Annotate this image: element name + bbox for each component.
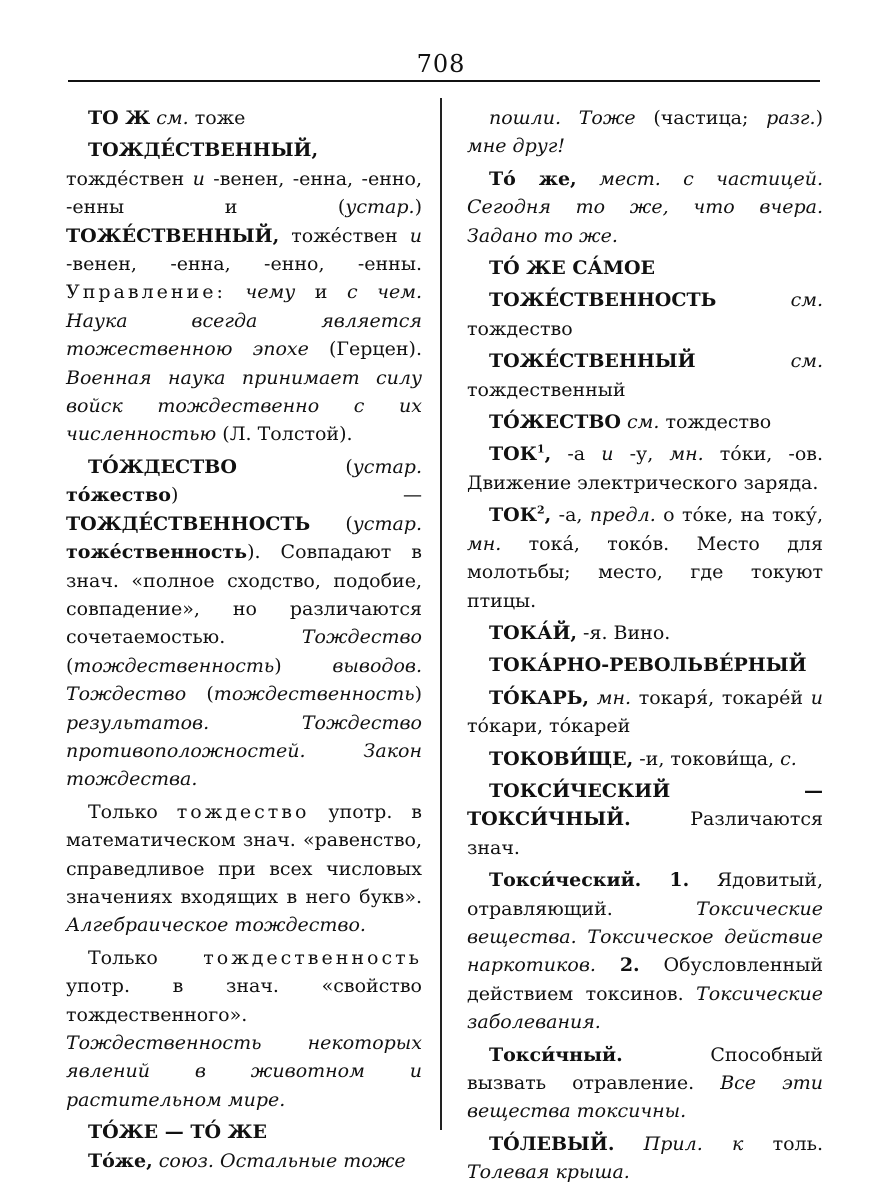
entry-tokar: ТО́КАРЬ, мн. токаря́, токаре́й и то́кари, то́карей — [467, 686, 823, 738]
left-column — [66, 104, 422, 1175]
entry-tokarno-revolvernyi: ТОКА́РНО-РЕВОЛЬВЕ́РНЫЙ — [489, 654, 807, 677]
continuation-text: пошли. Тоже (частица; разг.) мне друг! — [467, 107, 823, 158]
entry-tozhdestvennyi: ТОЖДЕ́СТВЕННЫЙ, тожде́ствен и -венен, -енна, -енно, -енны и (устар.) ТОЖЕ́СТВЕННЫЙ, тоже́ствен и -венен, -енна, -енно, -енны. Управление: чему и с чем. Наука всегда является тожественною эпохе (Герцен). Военная наука принимает силу войск тождественно с их численностью (Л. Толстой). — [66, 139, 423, 446]
entry-tokovishche: ТОКОВИ́ЩЕ, -и, токови́ща, с. — [489, 747, 797, 770]
right-column — [467, 104, 823, 1187]
subentry-tozhe-conj: То́же, союз. Остальные тоже — [88, 1149, 406, 1172]
entry-tolevyi: ТО́ЛЕВЫЙ. Прил. к толь. Толевая крыша. — [467, 1132, 823, 1184]
entry-tozhdestvo: ТО́ЖДЕСТВО (устар. то́жество) — ТОЖДЕ́СТВЕННОСТЬ (устар. тоже́ственность). Совпадают в знач. «полное сходство, подобие, совпадение», но различаются сочетаемостью. Тождество (тождественность) выводов. Тождество (тождественность) результатов. Тождество противоположностей. Закон тождества. — [66, 455, 422, 791]
entry-to-zhe-samoe: ТО́ ЖЕ СА́МОЕ — [489, 257, 655, 280]
page-number: 708 — [416, 50, 466, 78]
entry-tok2: ТОК$^2$, -а, предл. о то́ке, на току́, мн. тока́, токо́в. Место для молотьбы; место, где токуют птицы. — [467, 503, 823, 612]
subentry-to-zhe: То́ же, мест. с частицей. Сегодня то же, что вчера. Задано то же. — [467, 167, 823, 247]
entry-tokai: ТОКА́Й, -я. Вино. — [489, 621, 671, 644]
entry-tok1: ТОК$^1$, -а и -у, мн. то́ки, -ов. Движение электрического заряда. — [467, 443, 823, 494]
entry-toksicheskii: ТОКСИ́ЧЕСКИЙ — ТОКСИ́ЧНЫЙ. Различаются знач. — [467, 779, 823, 859]
usage-note-tozhdestvennost: Только тождественность употр. в знач. «свойство тождественного». Тождественность некоторых явлений в животном и растительном мире. — [66, 946, 422, 1111]
header-rule — [68, 80, 820, 82]
entry-to-zh: ТО Ж см. тоже — [88, 107, 246, 129]
subentry-toksicheskii: Токси́ческий. 1. Ядовитый, отравляющий. Токсические вещества. Токсическое действие наркотиков. 2. Обусловленный действием токсинов. Токсические заболевания. — [467, 869, 824, 1034]
entry-tozhestvennost: ТОЖЕ́СТВЕННОСТЬ см. тождество — [467, 289, 823, 340]
entry-tozhestvo: ТО́ЖЕСТВО см. тождество — [489, 411, 772, 434]
usage-note-tozhdestvo: Только тождество употр. в математическом знач. «равенство, справедливое при всех числовых значениях входящих в него букв». Алгебраическое тождество. — [66, 800, 422, 937]
subentry-toksichnyi: Токси́чный. Способный вызвать отравление. Все эти вещества токсичны. — [467, 1043, 823, 1123]
entry-tozhe: ТО́ЖЕ — ТО́ ЖЕ — [88, 1121, 268, 1144]
column-divider — [440, 98, 442, 1130]
entry-tozhestvennyi: ТОЖЕ́СТВЕННЫЙ см. тождественный — [467, 350, 823, 401]
